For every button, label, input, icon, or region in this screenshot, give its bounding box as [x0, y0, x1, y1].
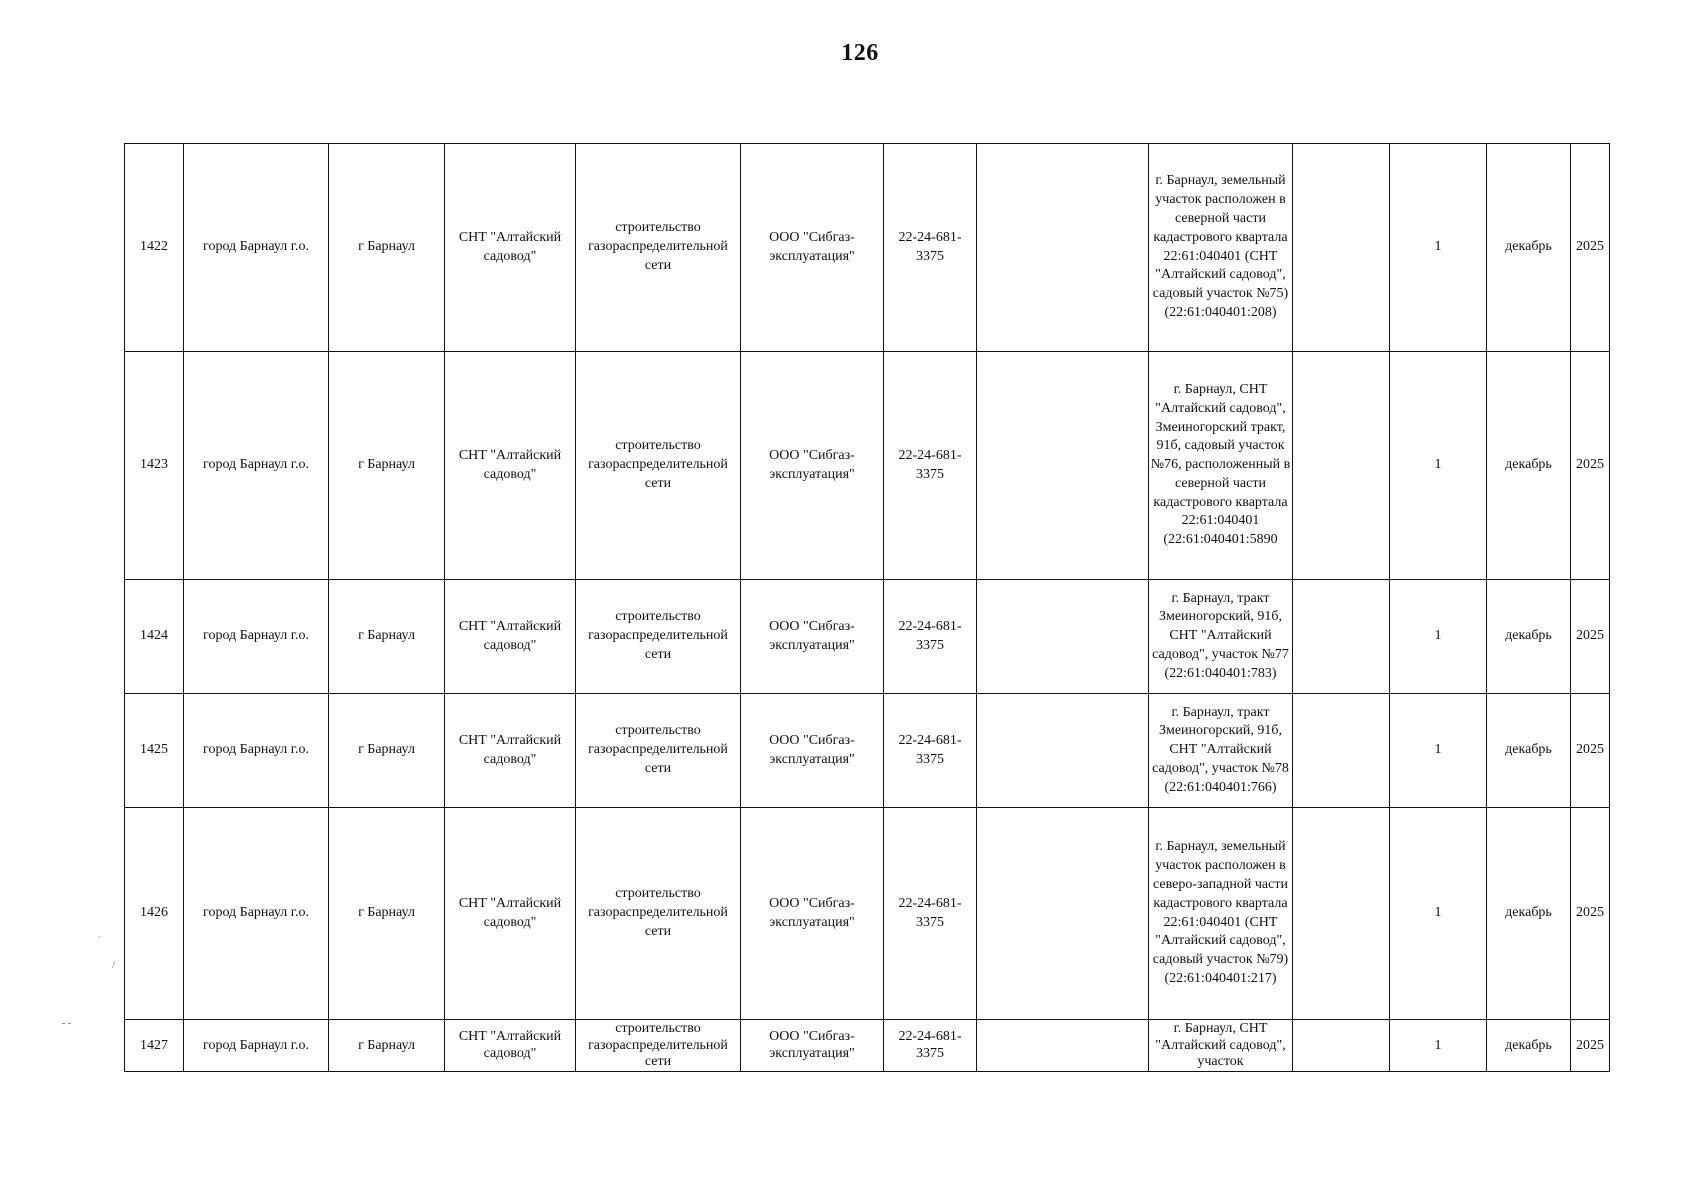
cell-row-number: 1424	[125, 580, 184, 694]
cell-empty	[1293, 580, 1390, 694]
cell-row-number: 1427	[125, 1020, 184, 1072]
cell-municipality: город Барнаул г.о.	[184, 808, 329, 1020]
cell-organization: ООО "Сибгаз-эксплуатация"	[741, 694, 884, 808]
scan-artifact: ‐ ‐	[62, 1018, 72, 1029]
cell-empty	[977, 694, 1149, 808]
cell-organization: ООО "Сибгаз-эксплуатация"	[741, 144, 884, 352]
cell-month: декабрь	[1487, 694, 1571, 808]
table-row	[125, 144, 1610, 352]
table-body	[125, 144, 1610, 1072]
cell-work-type: строительство газораспределительной сети	[576, 808, 741, 1020]
cell-quantity: 1	[1390, 808, 1487, 1020]
cell-address: г. Барнаул, тракт Змеиногорский, 91б, СНТ "Алтайский садовод", участок №78 (22:61:040401:766)	[1149, 694, 1293, 808]
table-row	[125, 694, 1610, 808]
cell-empty	[1293, 1020, 1390, 1072]
cell-locality: г Барнаул	[329, 694, 445, 808]
cell-code: 22-24-681-3375	[884, 1020, 977, 1072]
page-number: 126	[841, 40, 879, 66]
cell-month: декабрь	[1487, 808, 1571, 1020]
cell-year: 2025	[1571, 580, 1610, 694]
cell-code: 22-24-681-3375	[884, 694, 977, 808]
cell-address: г. Барнаул, СНТ "Алтайский садовод", Змеиногорский тракт, 91б, садовый участок №76, расположенный в северной части кадастрового квартала 22:61:040401 (22:61:040401:5890	[1149, 352, 1293, 580]
cell-organization: ООО "Сибгаз-эксплуатация"	[741, 1020, 884, 1072]
cell-code: 22-24-681-3375	[884, 808, 977, 1020]
cell-month: декабрь	[1487, 144, 1571, 352]
cell-work-type: строительство газораспределительной сети	[576, 694, 741, 808]
cell-address: г. Барнаул, СНТ "Алтайский садовод", участок	[1149, 1020, 1293, 1072]
cell-object: СНТ "Алтайский садовод"	[445, 352, 576, 580]
cell-code: 22-24-681-3375	[884, 144, 977, 352]
cell-address: г. Барнаул, тракт Змеиногорский, 91б, СНТ "Алтайский садовод", участок №77 (22:61:040401:783)	[1149, 580, 1293, 694]
cell-empty	[977, 1020, 1149, 1072]
cell-row-number: 1422	[125, 144, 184, 352]
table-row	[125, 580, 1610, 694]
cell-locality: г Барнаул	[329, 580, 445, 694]
cell-municipality: город Барнаул г.о.	[184, 352, 329, 580]
cell-empty	[977, 352, 1149, 580]
cell-empty	[1293, 694, 1390, 808]
cell-empty	[1293, 352, 1390, 580]
cell-organization: ООО "Сибгаз-эксплуатация"	[741, 352, 884, 580]
cell-empty	[1293, 144, 1390, 352]
scan-artifact: /	[112, 960, 115, 971]
cell-municipality: город Барнаул г.о.	[184, 144, 329, 352]
cell-work-type: строительство газораспределительной сети	[576, 1020, 741, 1072]
cell-month: декабрь	[1487, 580, 1571, 694]
cell-organization: ООО "Сибгаз-эксплуатация"	[741, 808, 884, 1020]
cell-quantity: 1	[1390, 694, 1487, 808]
table-row	[125, 808, 1610, 1020]
cell-row-number: 1423	[125, 352, 184, 580]
cell-locality: г Барнаул	[329, 352, 445, 580]
scan-artifact: `	[98, 936, 102, 947]
cell-empty	[977, 580, 1149, 694]
cell-object: СНТ "Алтайский садовод"	[445, 580, 576, 694]
cell-municipality: город Барнаул г.о.	[184, 694, 329, 808]
cell-empty	[1293, 808, 1390, 1020]
cell-municipality: город Барнаул г.о.	[184, 580, 329, 694]
cell-locality: г Барнаул	[329, 1020, 445, 1072]
cell-empty	[977, 144, 1149, 352]
cell-object: СНТ "Алтайский садовод"	[445, 144, 576, 352]
table-row	[125, 1020, 1610, 1072]
cell-object: СНТ "Алтайский садовод"	[445, 1020, 576, 1072]
cell-row-number: 1426	[125, 808, 184, 1020]
cell-quantity: 1	[1390, 580, 1487, 694]
cell-row-number: 1425	[125, 694, 184, 808]
cell-quantity: 1	[1390, 1020, 1487, 1072]
cell-quantity: 1	[1390, 352, 1487, 580]
cell-year: 2025	[1571, 808, 1610, 1020]
cell-code: 22-24-681-3375	[884, 580, 977, 694]
cell-empty	[977, 808, 1149, 1020]
cell-object: СНТ "Алтайский садовод"	[445, 694, 576, 808]
cell-year: 2025	[1571, 352, 1610, 580]
cell-address: г. Барнаул, земельный участок расположен в северо-западной части кадастрового квартала 22:61:040401 (СНТ "Алтайский садовод", садовый участок №79) (22:61:040401:217)	[1149, 808, 1293, 1020]
table-row	[125, 352, 1610, 580]
cell-work-type: строительство газораспределительной сети	[576, 352, 741, 580]
register-table-container	[124, 143, 1610, 1072]
cell-year: 2025	[1571, 1020, 1610, 1072]
cell-municipality: город Барнаул г.о.	[184, 1020, 329, 1072]
cell-organization: ООО "Сибгаз-эксплуатация"	[741, 580, 884, 694]
cell-year: 2025	[1571, 144, 1610, 352]
register-table	[124, 143, 1610, 1072]
cell-month: декабрь	[1487, 1020, 1571, 1072]
cell-quantity: 1	[1390, 144, 1487, 352]
cell-year: 2025	[1571, 694, 1610, 808]
cell-address: г. Барнаул, земельный участок расположен в северной части кадастрового квартала 22:61:040401 (СНТ "Алтайский садовод", садовый участок №75) (22:61:040401:208)	[1149, 144, 1293, 352]
cell-work-type: строительство газораспределительной сети	[576, 580, 741, 694]
cell-work-type: строительство газораспределительной сети	[576, 144, 741, 352]
cell-code: 22-24-681-3375	[884, 352, 977, 580]
cell-month: декабрь	[1487, 352, 1571, 580]
cell-object: СНТ "Алтайский садовод"	[445, 808, 576, 1020]
cell-locality: г Барнаул	[329, 808, 445, 1020]
cell-locality: г Барнаул	[329, 144, 445, 352]
